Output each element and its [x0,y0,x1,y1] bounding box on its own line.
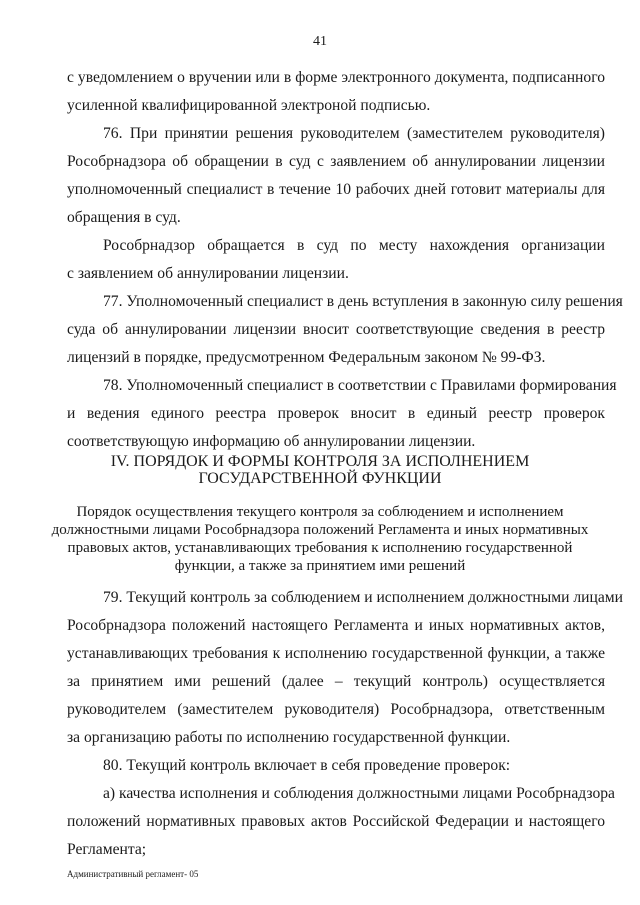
subsection-heading: должностными лицами Рособрнадзора положений Регламента и иных нормативных [51,522,589,538]
footer-note: Административный регламент- 05 [67,869,199,879]
paragraph-79-line: 79. Текущий контроль за соблюдением и исполнением должностными лицами [103,589,623,606]
paragraph-80-line: 80. Текущий контроль включает в себя проведение проверок: [103,757,511,774]
paragraph-78-line: и ведения единого реестра проверок вносит в единый реестр проверок [67,405,605,422]
paragraph-78-line: 78. Уполномоченный специалист в соответствии с Правилами формирования [103,377,617,394]
paragraph-79-line: устанавливающих требования к исполнению государственной функции, а также [67,645,605,662]
page-number: 41 [313,34,327,49]
paragraph-77-line: 77. Уполномоченный специалист в день вступления в законную силу решения [103,293,623,310]
paragraph-76-line: 76. При принятии решения руководителем (заместителем руководителя) [103,125,605,142]
paragraph-79-line: за принятием ими решений (далее – текущий контроль) осуществляется [67,673,605,690]
paragraph-78-line: соответствующую информацию об аннулировании лицензии. [67,433,476,450]
subsection-heading: функции, а также за принятием ими решений [174,558,466,574]
paragraph-80a-line: положений нормативных правовых актов Российской Федерации и настоящего [67,813,605,830]
section-heading: IV. ПОРЯДОК И ФОРМЫ КОНТРОЛЯ ЗА ИСПОЛНЕНИЕМ [110,453,530,470]
paragraph-76-line: Рособрнадзора об обращении в суд с заявлением об аннулировании лицензии [67,153,605,170]
section-heading: ГОСУДАРСТВЕННОЙ ФУНКЦИИ [198,470,442,487]
subsection-heading: Порядок осуществления текущего контроля за соблюдением и исполнением [76,504,564,520]
paragraph-76-line: обращения в суд. [67,209,181,226]
paragraph-line: с заявлением об аннулировании лицензии. [67,265,349,282]
paragraph-76-line: уполномоченный специалист в течение 10 рабочих дней готовит материалы для [67,181,605,198]
paragraph-79-line: за организацию работы по исполнению государственной функции. [67,729,511,746]
paragraph-line: Рособрнадзор обращается в суд по месту нахождения организации [103,237,605,254]
paragraph-79-line: руководителем (заместителем руководителя) Рособрнадзора, ответственным [67,701,605,718]
paragraph-77-line: лицензий в порядке, предусмотренном Федеральным законом № 99-ФЗ. [67,349,546,366]
text-line: усиленной квалифицированной электроной подписью. [67,97,431,114]
paragraph-80a-line: а) качества исполнения и соблюдения должностными лицами Рособрнадзора [103,785,615,802]
paragraph-77-line: суда об аннулировании лицензии вносит соответствующие сведения в реестр [67,321,605,338]
paragraph-79-line: Рособрнадзора положений настоящего Регламента и иных нормативных актов, [67,617,605,634]
paragraph-80a-line: Регламента; [67,841,147,858]
text-line: с уведомлением о вручении или в форме электронного документа, подписанного [67,69,605,86]
subsection-heading: правовых актов, устанавливающих требования к исполнению государственной [67,540,573,556]
